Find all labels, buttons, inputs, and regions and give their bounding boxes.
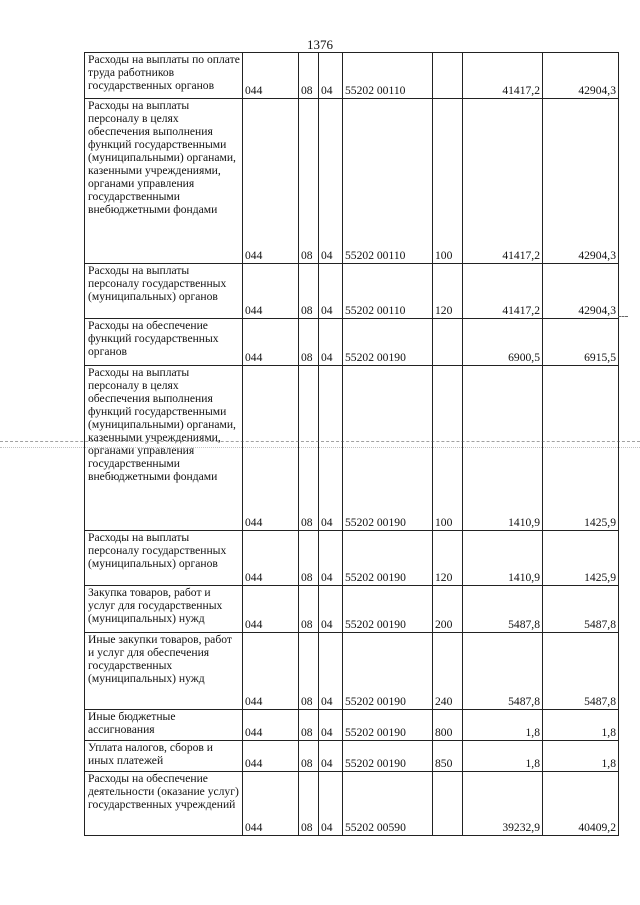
section-code: 08 [299,531,319,586]
table-row [85,319,619,366]
ministry-code: 044 [243,633,299,710]
amount-year-2: 42904,3 [543,99,619,264]
amount-year-2: 1,8 [543,741,619,772]
amount-year-2: 5487,8 [543,586,619,633]
amount-year-1: 1410,9 [463,531,543,586]
target-article-code: 55202 00110 [343,99,433,264]
ministry-code: 044 [243,264,299,319]
section-code: 08 [299,772,319,836]
scan-artifact-line [0,447,640,448]
scan-artifact-line [0,441,640,442]
section-code: 08 [299,586,319,633]
ministry-code: 044 [243,710,299,741]
expense-type-code: 100 [433,366,463,531]
ministry-code: 044 [243,586,299,633]
section-code: 08 [299,633,319,710]
target-article-code: 55202 00190 [343,366,433,531]
expense-type-code: 120 [433,264,463,319]
amount-year-2: 5487,8 [543,633,619,710]
amount-year-2: 1,8 [543,710,619,741]
row-name: Расходы на выплаты персоналу в целях обеспечения выполнения функций государственными (муниципальными) органами, казенными учреждениями, органами управления государственными внебюджетными фондами [85,99,243,264]
table-row [85,772,619,836]
amount-year-1: 1410,9 [463,366,543,531]
amount-year-2: 40409,2 [543,772,619,836]
row-name: Расходы на выплаты персоналу в целях обеспечения выполнения функций государственными (муниципальными) органами, казенными учреждениями, органами управления государственными внебюджетными фондами [85,366,243,531]
subsection-code: 04 [319,586,343,633]
amount-year-1: 1,8 [463,710,543,741]
row-name: Расходы на обеспечение функций государственных органов [85,319,243,366]
amount-year-1: 6900,5 [463,319,543,366]
ministry-code: 044 [243,741,299,772]
row-name: Закупка товаров, работ и услуг для государственных (муниципальных) нужд [85,586,243,633]
target-article-code: 55202 00110 [343,264,433,319]
section-code: 08 [299,319,319,366]
table-row [85,264,619,319]
row-name: Уплата налогов, сборов и иных платежей [85,741,243,772]
section-code: 08 [299,53,319,99]
section-code: 08 [299,366,319,531]
expense-type-code: 240 [433,633,463,710]
subsection-code: 04 [319,772,343,836]
row-name: Расходы на выплаты персоналу государственных (муниципальных) органов [85,264,243,319]
subsection-code: 04 [319,741,343,772]
amount-year-2: 1425,9 [543,366,619,531]
target-article-code: 55202 00110 [343,53,433,99]
subsection-code: 04 [319,264,343,319]
section-code: 08 [299,99,319,264]
expense-type-code: 200 [433,586,463,633]
target-article-code: 55202 00190 [343,531,433,586]
row-name: Иные закупки товаров, работ и услуг для обеспечения государственных (муниципальных) нужд [85,633,243,710]
expense-type-code [433,53,463,99]
amount-year-1: 41417,2 [463,53,543,99]
subsection-code: 04 [319,366,343,531]
subsection-code: 04 [319,710,343,741]
target-article-code: 55202 00190 [343,633,433,710]
section-code: 08 [299,710,319,741]
table-row [85,741,619,772]
expense-type-code [433,319,463,366]
expense-type-code: 850 [433,741,463,772]
ministry-code: 044 [243,366,299,531]
amount-year-1: 39232,9 [463,772,543,836]
row-name: Расходы на выплаты по оплате труда работников государственных органов [85,53,243,99]
ministry-code: 044 [243,531,299,586]
expense-type-code: 100 [433,99,463,264]
table-row [85,710,619,741]
amount-year-2: 42904,3 [543,53,619,99]
amount-year-1: 5487,8 [463,633,543,710]
table-row [85,366,619,531]
table-row [85,53,619,99]
table-row [85,99,619,264]
expense-type-code: 800 [433,710,463,741]
section-code: 08 [299,264,319,319]
amount-year-1: 41417,2 [463,264,543,319]
amount-year-1: 41417,2 [463,99,543,264]
target-article-code: 55202 00190 [343,741,433,772]
budget-table [84,52,619,836]
amount-year-1: 1,8 [463,741,543,772]
table-row [85,586,619,633]
amount-year-1: 5487,8 [463,586,543,633]
row-name: Расходы на выплаты персоналу государственных (муниципальных) органов [85,531,243,586]
ministry-code: 044 [243,99,299,264]
row-name: Иные бюджетные ассигнования [85,710,243,741]
ministry-code: 044 [243,319,299,366]
expense-type-code: 120 [433,531,463,586]
scan-artifact-mark [618,316,628,317]
ministry-code: 044 [243,772,299,836]
table-row [85,633,619,710]
subsection-code: 04 [319,99,343,264]
subsection-code: 04 [319,53,343,99]
amount-year-2: 6915,5 [543,319,619,366]
page-number: 1376 [307,37,333,52]
subsection-code: 04 [319,531,343,586]
row-name: Расходы на обеспечение деятельности (оказание услуг) государственных учреждений [85,772,243,836]
target-article-code: 55202 00590 [343,772,433,836]
table-row [85,531,619,586]
subsection-code: 04 [319,633,343,710]
section-code: 08 [299,741,319,772]
target-article-code: 55202 00190 [343,319,433,366]
ministry-code: 044 [243,53,299,99]
subsection-code: 04 [319,319,343,366]
amount-year-2: 1425,9 [543,531,619,586]
target-article-code: 55202 00190 [343,710,433,741]
amount-year-2: 42904,3 [543,264,619,319]
target-article-code: 55202 00190 [343,586,433,633]
expense-type-code [433,772,463,836]
